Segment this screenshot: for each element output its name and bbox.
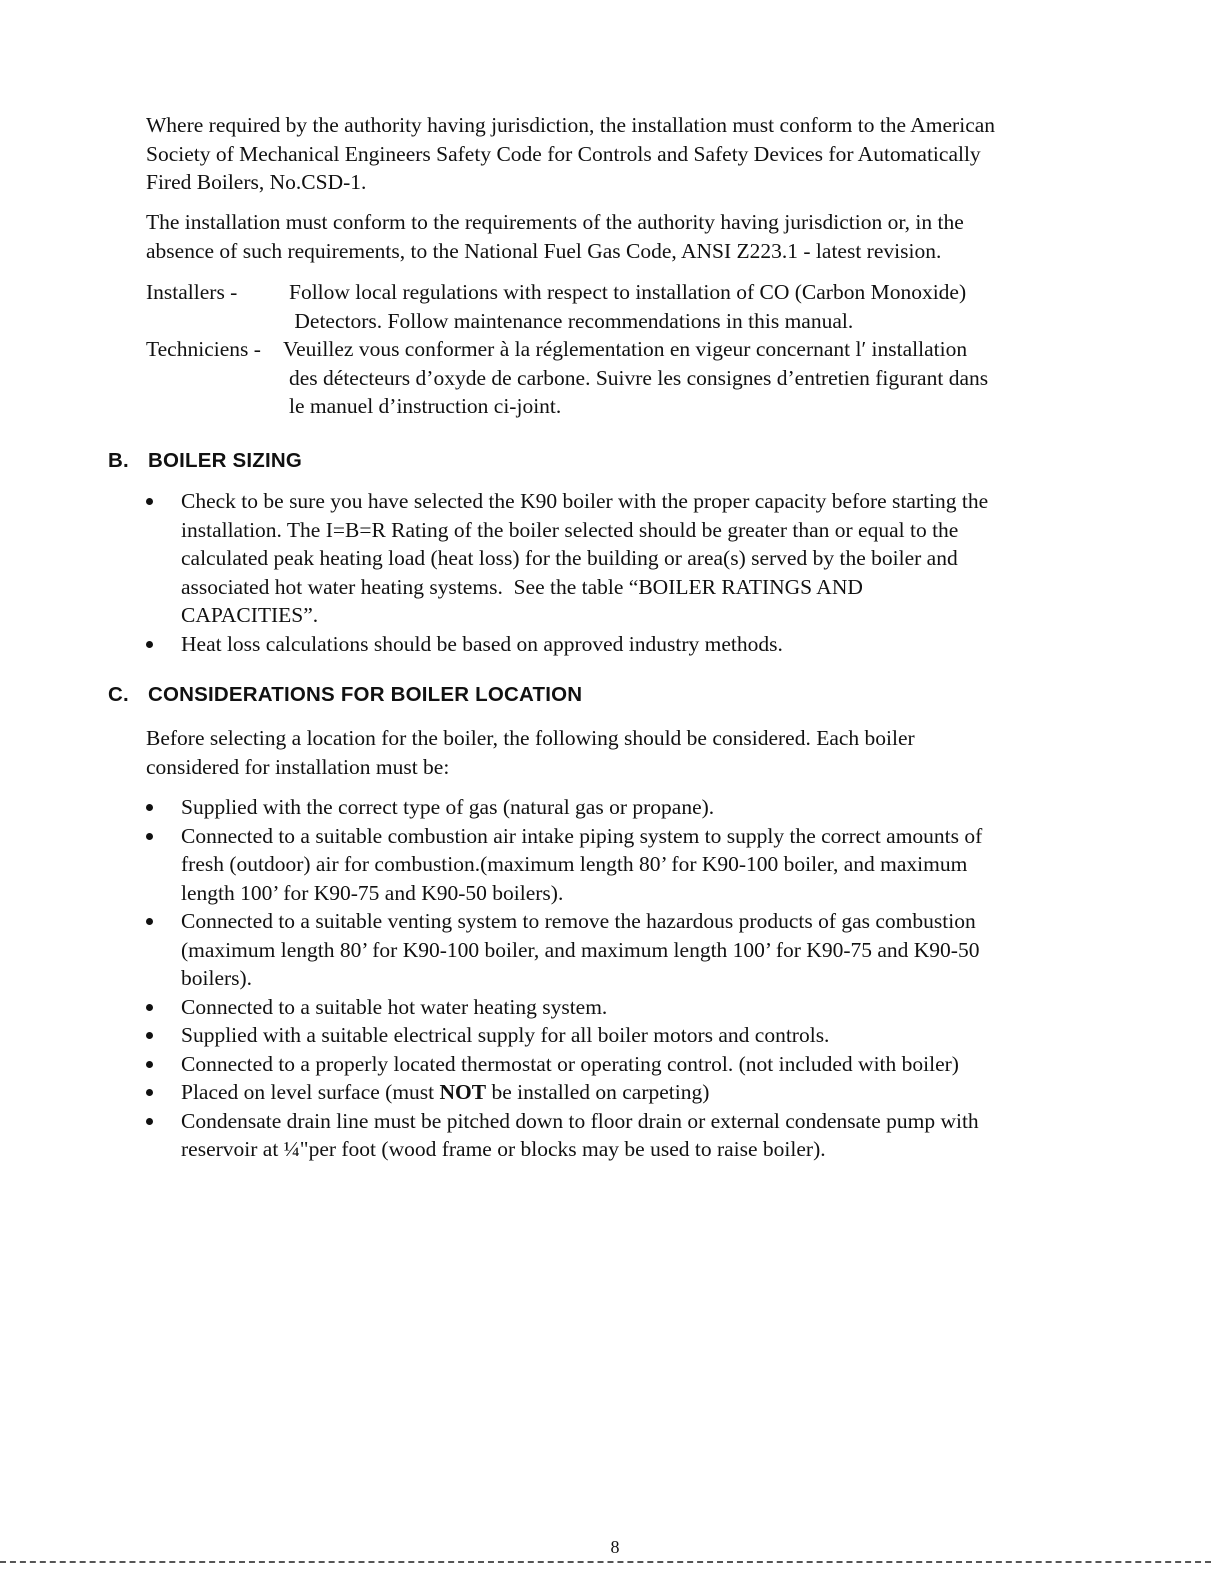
techniciens-line: des détecteurs d’oxyde de carbone. Suivre les consignes d’entretien figurant dans xyxy=(289,365,989,390)
bullet-icon xyxy=(146,1089,153,1096)
bullet-icon xyxy=(146,641,153,648)
techniciens-note xyxy=(146,335,1101,421)
page-number: 8 xyxy=(610,1537,620,1557)
section-c-heading xyxy=(108,683,582,707)
list-item: Placed on level surface (must NOT be installed on carpeting) xyxy=(146,1078,1101,1107)
asme-paragraph xyxy=(146,111,1101,197)
list-item: Connected to a suitable venting system to remove the hazardous products of gas combustion (maximum length 80’ for K90-100 boiler, and maximum length 100’ for K90-75 and K90-50 boilers). xyxy=(146,907,1101,993)
asme-line: Where required by the authority having jurisdiction, the installation must conform to the American xyxy=(146,113,996,137)
installers-line: Follow local regulations with respect to installation of CO (Carbon Monoxide) xyxy=(289,280,967,304)
section-c-intro: Before selecting a location for the boiler, the following should be considered. Each boiler considered for installation must be: xyxy=(146,726,915,779)
bullet-icon xyxy=(146,833,153,840)
section-b-title: BOILER SIZING xyxy=(148,449,303,472)
list-item: Connected to a suitable hot water heating system. xyxy=(146,993,1101,1022)
section-c-list xyxy=(146,793,1101,1164)
list-item: Connected to a suitable combustion air intake piping system to supply the correct amounts of fresh (outdoor) air for combustion.(maximum length 80’ for K90-100 boiler, and maximum length 100’ for K90-75 and K90-50 boilers). xyxy=(146,822,1101,908)
techniciens-line: Veuillez vous conformer à la réglementation en vigeur concernant l′ installation xyxy=(283,337,968,361)
section-c-letter: C. xyxy=(108,683,129,706)
list-item: Heat loss calculations should be based on approved industry methods. xyxy=(146,630,1101,659)
list-item: Connected to a properly located thermostat or operating control. (not included with boiler) xyxy=(146,1050,1101,1079)
techniciens-label: Techniciens - xyxy=(146,337,261,361)
gas-code-line: The installation must conform to the requirements of the authority having jurisdiction or, in the xyxy=(146,210,964,234)
footer-divider xyxy=(0,1561,1211,1563)
gas-code-line: absence of such requirements, to the National Fuel Gas Code, ANSI Z223.1 - latest revision. xyxy=(146,238,942,263)
installers-line: Detectors. Follow maintenance recommendations in this manual. xyxy=(289,308,854,333)
asme-line: Fired Boilers, No.CSD-1. xyxy=(146,170,367,194)
section-b-letter: B. xyxy=(108,449,129,472)
installers-label: Installers - xyxy=(146,280,238,304)
techniciens-text-rest xyxy=(289,364,1089,421)
bullet-icon xyxy=(146,804,153,811)
list-item: Supplied with the correct type of gas (natural gas or propane). xyxy=(146,793,1101,822)
bullet-icon xyxy=(146,918,153,925)
emphasis-not: NOT xyxy=(439,1080,487,1104)
section-c-title: CONSIDERATIONS FOR BOILER LOCATION xyxy=(148,683,583,706)
list-item: Condensate drain line must be pitched down to floor drain or external condensate pump with reservoir at ¼"per foot (wood frame or blocks may be used to raise boiler). xyxy=(146,1107,1101,1164)
installers-note xyxy=(146,278,1101,336)
techniciens-text-first xyxy=(283,335,1083,364)
section-b-list xyxy=(146,487,1101,658)
bullet-icon xyxy=(146,1032,153,1039)
section-b-heading xyxy=(108,449,302,473)
installers-text xyxy=(289,278,1089,335)
list-item: Check to be sure you have selected the K90 boiler with the proper capacity before starting the installation. The I=B=R Rating of the boiler selected should be greater than or equal to the calculated peak heating load (heat loss) for the building or area(s) served by the boiler and associated hot water heating systems. See the table “BOILER RATINGS AND CAPACITIES”. xyxy=(146,487,1101,630)
bullet-icon xyxy=(146,1061,153,1068)
bullet-icon xyxy=(146,1004,153,1011)
bullet-icon xyxy=(146,1118,153,1125)
list-item: Supplied with a suitable electrical supply for all boiler motors and controls. xyxy=(146,1021,1101,1050)
techniciens-line: le manuel d’instruction ci-joint. xyxy=(289,394,562,418)
bullet-icon xyxy=(146,498,153,505)
asme-line: Society of Mechanical Engineers Safety Code for Controls and Safety Devices for Automatically xyxy=(146,141,981,166)
gas-code-paragraph xyxy=(146,208,1101,265)
